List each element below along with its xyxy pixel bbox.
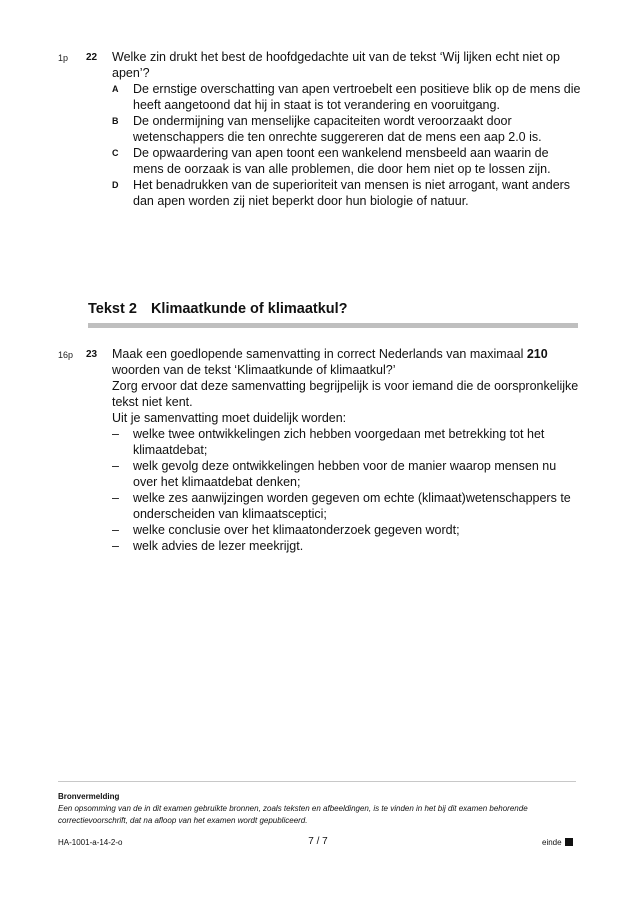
q23-points: 16p — [58, 350, 74, 360]
q23-bullet-2 — [112, 458, 582, 490]
page-number: 7 / 7 — [308, 836, 328, 847]
bullet-dash: – — [112, 539, 119, 553]
q23-word-limit: 210 — [526, 347, 548, 361]
q23-number: 23 — [86, 349, 98, 360]
option-text: Het benadrukken van de superioriteit van mensen is niet arrogant, want anders dan apen worden zij niet beperkt door hun biologie of natuur. — [133, 178, 571, 208]
option-text: De ernstige overschatting van apen vertroebelt een positieve blik op de mens die heeft aangetoond dat hij in staat is tot verandering en vooruitgang. — [133, 82, 581, 112]
bullet-text: welk advies de lezer meekrijgt. — [133, 539, 304, 553]
option-letter: B — [112, 116, 119, 126]
section-heading — [88, 301, 348, 317]
bullet-text: welke conclusie over het klimaatonderzoek gegeven wordt; — [133, 523, 460, 537]
q22-points: 1p — [58, 53, 69, 63]
q23-list-intro: Uit je samenvatting moet duidelijk worden: — [112, 411, 347, 425]
q23-intro-post: woorden van de tekst ‘Klimaatkunde of klimaatkul?’ — [112, 363, 396, 377]
bullet-dash: – — [112, 491, 119, 505]
bullet-dash: – — [112, 427, 119, 441]
bullet-text: welk gevolg deze ontwikkelingen hebben voor de manier waarop mensen nu over het klimaatdebat denken; — [133, 459, 557, 489]
exam-code: HA-1001-a-14-2-o — [58, 838, 123, 847]
q22-option-b — [112, 113, 582, 145]
q22-number: 22 — [86, 52, 98, 63]
section-divider — [88, 323, 578, 328]
q22-option-a — [112, 81, 582, 113]
option-letter: C — [112, 148, 119, 158]
sources-text: Een opsomming van de in dit examen gebruikte bronnen, zoals teksten en afbeeldingen, is te vinden in het bij dit examen behorende correctievoorschrift, dat na afloop van het examen wordt gepubliceerd. — [58, 804, 528, 825]
sources-heading: Bronvermelding — [58, 792, 120, 801]
bullet-dash: – — [112, 459, 119, 473]
q23-bullet-4 — [112, 522, 582, 538]
q22-option-d — [112, 177, 582, 209]
option-text: De ondermijning van menselijke capaciteiten wordt veroorzaakt door wetenschappers die ten onrechte suggereren dat de mens een aap 2.0 is. — [133, 114, 542, 144]
section-number: Tekst 2 — [88, 301, 137, 317]
q23-bullet-3 — [112, 490, 582, 522]
q23-intro-pre: Maak een goedlopende samenvatting in correct Nederlands van maximaal — [112, 347, 527, 361]
footer-divider — [58, 781, 576, 782]
bullet-text: welke zes aanwijzingen worden gegeven om echte (klimaat)wetenschappers te onderscheiden van klimaatsceptici; — [133, 491, 571, 521]
end-square-icon — [565, 838, 573, 846]
end-marker — [542, 838, 573, 847]
q23-instruction: Zorg ervoor dat deze samenvatting begrijpelijk is voor iemand die de oorspronkelijke tekst niet kent. — [112, 379, 579, 409]
option-letter: D — [112, 180, 119, 190]
q23-bullet-1 — [112, 426, 582, 458]
end-label: einde — [542, 838, 562, 847]
q23-intro — [112, 346, 582, 378]
q22-question: Welke zin drukt het best de hoofdgedachte uit van de tekst ‘Wij lijken echt niet op apen’? — [112, 50, 560, 80]
q22-block — [112, 49, 582, 209]
option-text: De opwaardering van apen toont een wankelend mensbeeld aan waarin de mens de oorzaak is van alle problemen, die door hem niet op te lossen zijn. — [133, 146, 551, 176]
section-title: Klimaatkunde of klimaatkul? — [150, 301, 348, 317]
q22-option-c — [112, 145, 582, 177]
bullet-dash: – — [112, 523, 119, 537]
bullet-text: welke twee ontwikkelingen zich hebben voorgedaan met betrekking tot het klimaatdebat; — [133, 427, 545, 457]
q23-bullet-5 — [112, 538, 582, 554]
option-letter: A — [112, 84, 119, 94]
q23-block — [112, 346, 582, 554]
